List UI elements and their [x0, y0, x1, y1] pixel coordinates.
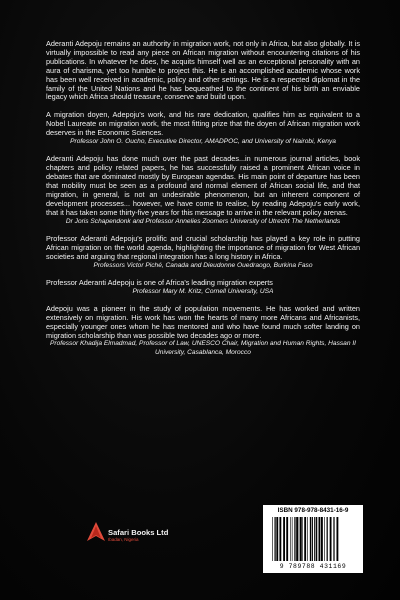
endorsement-text: A migration doyen, Adepoju's work, and his rare dedication, qualifies him as equivalent to a Nobel Laureate on migration work, the most fitting prize that the doyen of African migration work deserves in the Economic Sciences. [46, 110, 360, 138]
endorsement-schapendonk-zoomers [46, 155, 360, 226]
endorsement-attribution: Professor Mary M. Kritz, Cornell University, USA [132, 287, 274, 295]
endorsement-oucho [46, 40, 360, 102]
barcode-bar [299, 517, 300, 561]
barcode-bar [290, 517, 291, 561]
endorsement-elmadmad [46, 305, 360, 357]
endorsement-text: Professor Aderanti Adepoju's prolific and crucial scholarship has played a key role in putting African migration on the world agenda, highlighting the importance of migration for West African societies and arguing that regional integration has a long history in Africa. [46, 233, 360, 261]
barcode-bar [304, 517, 306, 561]
barcode-digits: 9 789788 431169 [279, 563, 347, 570]
barcode-bar [307, 517, 308, 561]
endorsement-text: Aderanti Adepoju remains an authority in migration work, not only in Africa, but also globally. It is virtually impossible to read any piece on African migration without encountering citations of his publications. In whatever he does, he acquits himself well as an exceptional personality with an aura of charisma, yet too humble to project this. He is an accomplished academic whose work has been well received in academic, policy and other settings. He is a respected diplomat in the family of the United Nations and he has bequeathed to the continent of his birth an enviable legacy which Africa should treasure, conserve and build upon. [46, 39, 360, 102]
barcode-bar [336, 517, 338, 561]
barcode-bar [279, 517, 281, 561]
barcode-bar [302, 517, 303, 561]
endorsement-attribution: Professor Khadija Elmadmad, Professor of Law, UNESCO Chair, Migration and Human Rights, Hassan II University, Casablanca, Morocco [49, 340, 356, 356]
endorsement-kritz [46, 279, 360, 296]
isbn-barcode-box [263, 505, 363, 573]
publisher-place: Ibadan, Nigeria [108, 537, 139, 542]
endorsement-attribution: Professor John O. Oucho, Executive Director, AMADPOC, and University of Nairobi, Kenya [70, 138, 336, 146]
barcode-bar [300, 517, 302, 561]
endorsement-attribution: Professors Victor Piché, Canada and Dieudonne Ouedraogo, Burkina Faso [93, 261, 313, 269]
endorsement-piche-ouedraogo [46, 235, 360, 270]
barcode-bar [321, 517, 323, 561]
endorsements [46, 40, 360, 366]
barcode-bar [324, 517, 325, 561]
barcode-bar [330, 517, 332, 561]
barcode-bar [276, 517, 278, 561]
endorsement-text: Adepoju was a pioneer in the study of population movements. He has worked and written extensively on migration. His work has won the hearts of many more Africans and Africanists, especially younger ones whom he has mentored and who have found much softer landing on migration scholarship than was possible two decades ago or more. [46, 303, 360, 340]
barcode-image [271, 517, 355, 561]
barcode-bar [274, 517, 275, 561]
isbn-label: ISBN 978-978-8431-16-9 [277, 507, 349, 514]
barcode-bar [333, 517, 334, 561]
barcode-bar [292, 517, 293, 561]
barcode-bar [327, 517, 328, 561]
barcode-bar [319, 517, 321, 561]
barcode-bar [283, 517, 285, 561]
barcode-bar [316, 517, 317, 561]
safari-books-logo-icon [84, 520, 108, 544]
barcode-bar [314, 517, 315, 561]
barcode-bar [272, 517, 273, 561]
barcode-bar [294, 517, 295, 561]
publisher-name: Safari Books Ltd [108, 528, 169, 537]
barcode-bar [310, 517, 311, 561]
endorsement-text: Aderanti Adepoju has done much over the past decades...in numerous journal articles, book chapters and policy related papers, he has successfully raised a prominent African voice in debates that are dominated mostly by European agendas. His main point of departure has been that mobility must be seen as a profound and normal element of African social life, and that migration, in general, is not an undesirable phenomenon, but an inherent component of development processes... however, we have come to realise, by reading Adepoju's early work, that it has taken some thirty-five years for this message to arrive in the relevant policy arenas. [46, 154, 360, 217]
publisher-imprint [84, 520, 184, 554]
endorsement-oucho-doyen [46, 111, 360, 146]
endorsement-text: Professor Aderanti Adepoju is one of Africa's leading migration experts [46, 277, 273, 287]
endorsement-attribution: Dr Joris Schapendonk and Professor Annelies Zoomers University of Utrecht The Netherlands [65, 217, 341, 225]
barcode-bar [296, 517, 298, 561]
barcode-bar [312, 517, 313, 561]
barcode-bar [286, 517, 288, 561]
